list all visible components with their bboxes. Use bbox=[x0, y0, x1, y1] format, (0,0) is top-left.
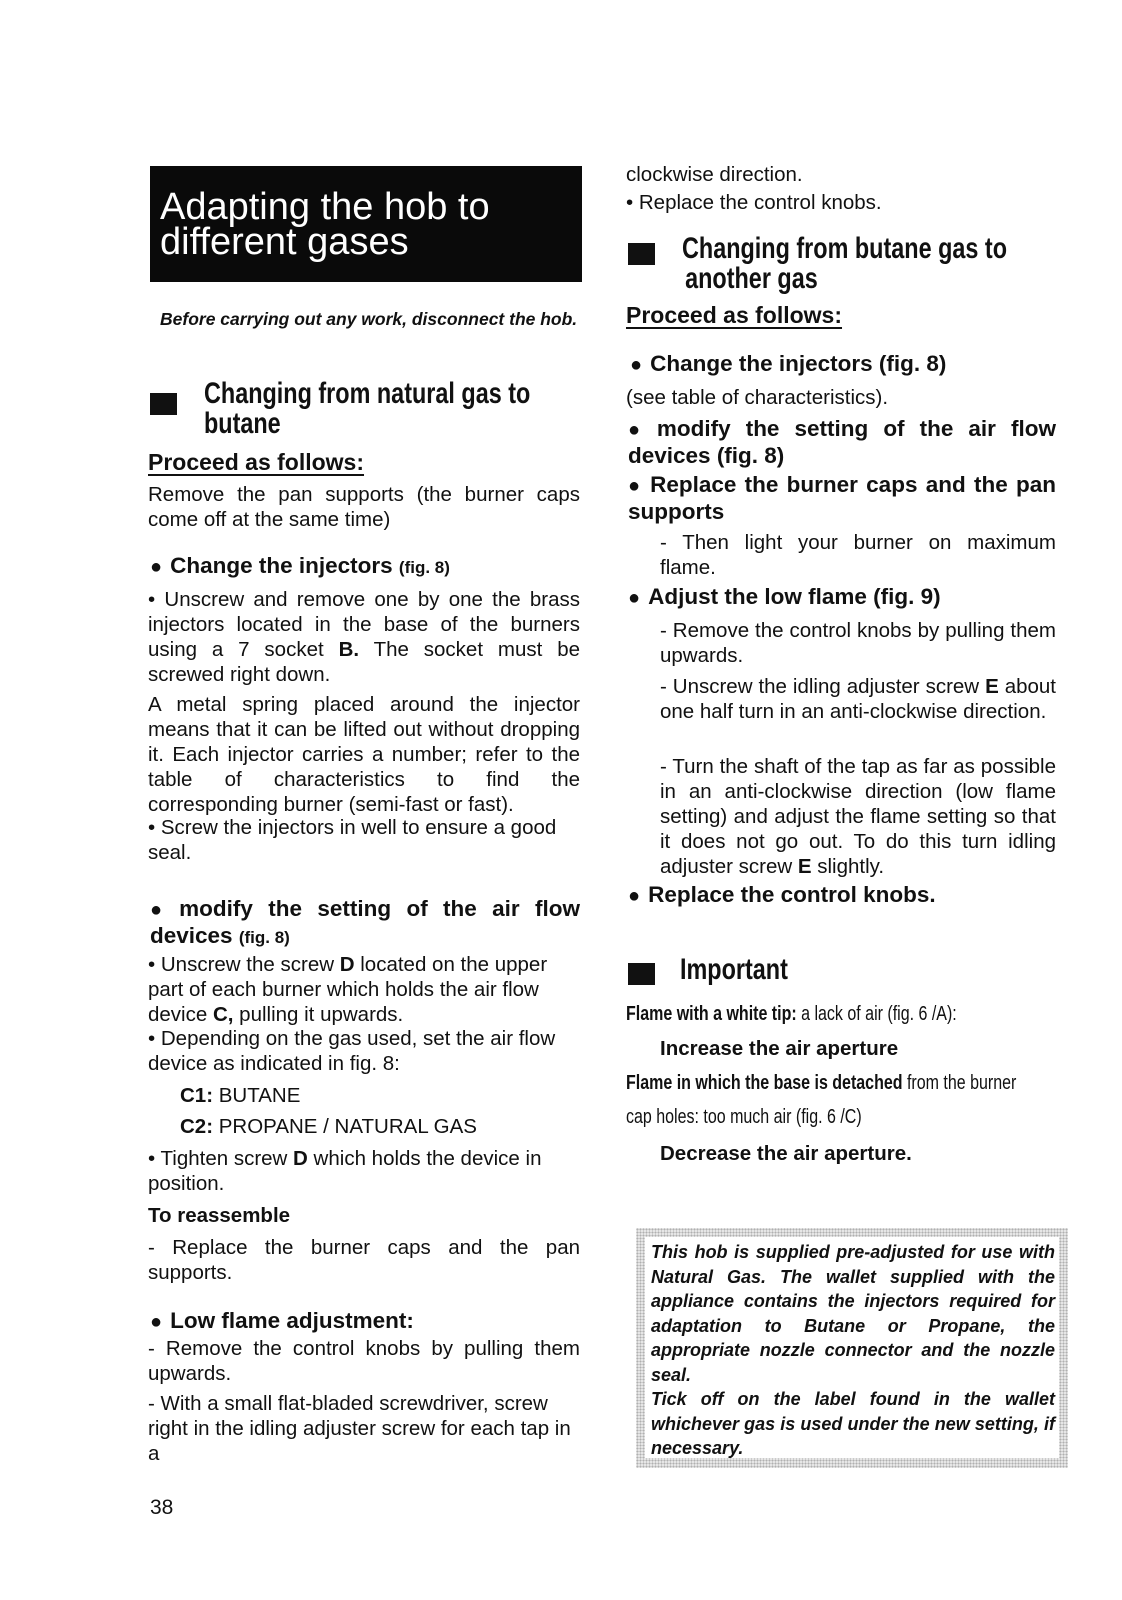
replace-knobs-heading: ● Replace the control knobs. bbox=[628, 882, 936, 907]
replace-knobs-continued: • Replace the control knobs. bbox=[626, 191, 882, 214]
metal-spring-text: A metal spring placed around the injector means that it can be lifted out without dropping it. Each injector carries a number; refer to the table of characteristics to find the corresponding burner (semi-fast or fast). bbox=[148, 693, 580, 816]
note-text-tick-off: Tick off on the label found in the wallet whichever gas is used under the new setting, if necessary. bbox=[651, 1389, 1055, 1458]
page-number: 38 bbox=[150, 1496, 174, 1519]
bullet-icon: ● bbox=[628, 885, 641, 907]
too-much-air-text: cap holes: too much air (fig. 6 /C) bbox=[626, 1106, 862, 1128]
turn-shaft-text: - Turn the shaft of the tap as far as possible in an anti-clockwise direction (low flame setting) and adjust the flame setting so that it does not go out. To do this turn idling adjuster screw E slightly. bbox=[660, 755, 1056, 878]
base-detached-text: Flame in which the base is detached from the burner bbox=[626, 1072, 1017, 1094]
unscrew-idling-text: - Unscrew the idling adjuster screw E about one half turn in an anti-clockwise direction. bbox=[660, 675, 1056, 723]
section-marker-icon bbox=[150, 393, 177, 415]
proceed-as-follows-right: Proceed as follows: bbox=[626, 302, 843, 328]
proceed-as-follows-left: Proceed as follows: bbox=[148, 449, 365, 475]
clockwise-continued: clockwise direction. bbox=[626, 163, 803, 186]
heading-line2: butane bbox=[204, 407, 281, 440]
c1-setting: C1: BUTANE bbox=[180, 1084, 301, 1107]
note-box bbox=[636, 1228, 1068, 1468]
white-tip-text: Flame with a white tip: a lack of air (fig. 6 /A): bbox=[626, 1003, 957, 1025]
bullet-icon: ● bbox=[150, 899, 172, 921]
section-heading-butane-to-other bbox=[682, 234, 1099, 294]
modify-air-heading-right: ● modify the setting of the air flow devices (fig. 8) bbox=[628, 416, 1056, 468]
depending-on-gas-text: • Depending on the gas used, set the air flow device as indicated in fig. 8: bbox=[148, 1027, 556, 1075]
section-marker-icon bbox=[628, 243, 655, 265]
disconnect-warning: Before carrying out any work, disconnect the hob. bbox=[160, 309, 578, 329]
bullet-icon: ● bbox=[628, 587, 641, 609]
decrease-aperture-text: Decrease the air aperture. bbox=[660, 1142, 912, 1165]
remove-knobs-text-left: - Remove the control knobs by pulling them upwards. bbox=[148, 1337, 580, 1385]
section-marker-icon bbox=[628, 963, 655, 985]
page-title bbox=[150, 166, 582, 282]
section-heading-natural-to-butane bbox=[204, 379, 622, 439]
see-table-text: (see table of characteristics). bbox=[626, 386, 889, 409]
light-burner-text: - Then light your burner on maximum flame. bbox=[660, 531, 1056, 579]
screwdriver-text: - With a small flat-bladed screwdriver, screw right in the idling adjuster screw for each tap in a bbox=[148, 1392, 571, 1465]
bullet-icon: ● bbox=[150, 1311, 163, 1333]
low-flame-heading: ● Low flame adjustment: bbox=[150, 1308, 414, 1333]
increase-aperture-text: Increase the air aperture bbox=[660, 1037, 899, 1060]
heading-line2: another gas bbox=[685, 262, 818, 295]
replace-caps-text: - Replace the burner caps and the pan supports. bbox=[148, 1236, 580, 1284]
remove-knobs-text-right: - Remove the control knobs by pulling them upwards. bbox=[660, 619, 1056, 667]
page-title-line1: Adapting the hob to bbox=[160, 186, 490, 228]
to-reassemble-heading: To reassemble bbox=[148, 1204, 291, 1227]
modify-air-heading-left: ● modify the setting of the air flow devices (fig. 8) bbox=[150, 896, 580, 948]
tighten-screw-text: • Tighten screw D which holds the device in position. bbox=[148, 1147, 542, 1195]
adjust-low-flame-heading: ● Adjust the low flame (fig. 9) bbox=[628, 584, 941, 609]
bullet-icon: ● bbox=[628, 419, 649, 441]
change-injectors-heading: ● Change the injectors (fig. 8) bbox=[150, 553, 450, 578]
change-injectors-heading-right: ● Change the injectors (fig. 8) bbox=[630, 351, 947, 376]
heading-line1: Changing from natural gas to bbox=[204, 377, 531, 410]
screw-injectors-text: • Screw the injectors in well to ensure a good seal. bbox=[148, 816, 557, 864]
heading-line1: Changing from butane gas to bbox=[682, 232, 1008, 265]
important-heading: Important bbox=[680, 953, 788, 986]
c2-setting: C2: PROPANE / NATURAL GAS bbox=[180, 1115, 477, 1138]
unscrew-screw-d-text: • Unscrew the screw D located on the upper part of each burner which holds the air flow device C, pulling it upwards. bbox=[148, 953, 548, 1026]
page-title-line2: different gases bbox=[160, 221, 409, 263]
bullet-icon: ● bbox=[630, 354, 643, 376]
replace-caps-heading: ● Replace the burner caps and the pan supports bbox=[628, 472, 1056, 524]
intro-text: Remove the pan supports (the burner caps come off at the same time) bbox=[148, 483, 580, 531]
note-inner bbox=[645, 1237, 1059, 1458]
note-text-supplied: This hob is supplied pre-adjusted for use with Natural Gas. The wallet supplied with the appliance contains the injectors required for adaptation to Butane or Propane, the appropriate nozzle connector and the nozzle seal. bbox=[651, 1242, 1055, 1385]
bullet-icon: ● bbox=[628, 475, 643, 497]
unscrew-injectors-text: • Unscrew and remove one by one the brass injectors located in the base of the burners using a 7 socket B. The socket must be screwed right down. bbox=[148, 588, 580, 686]
bullet-icon: ● bbox=[150, 556, 163, 578]
